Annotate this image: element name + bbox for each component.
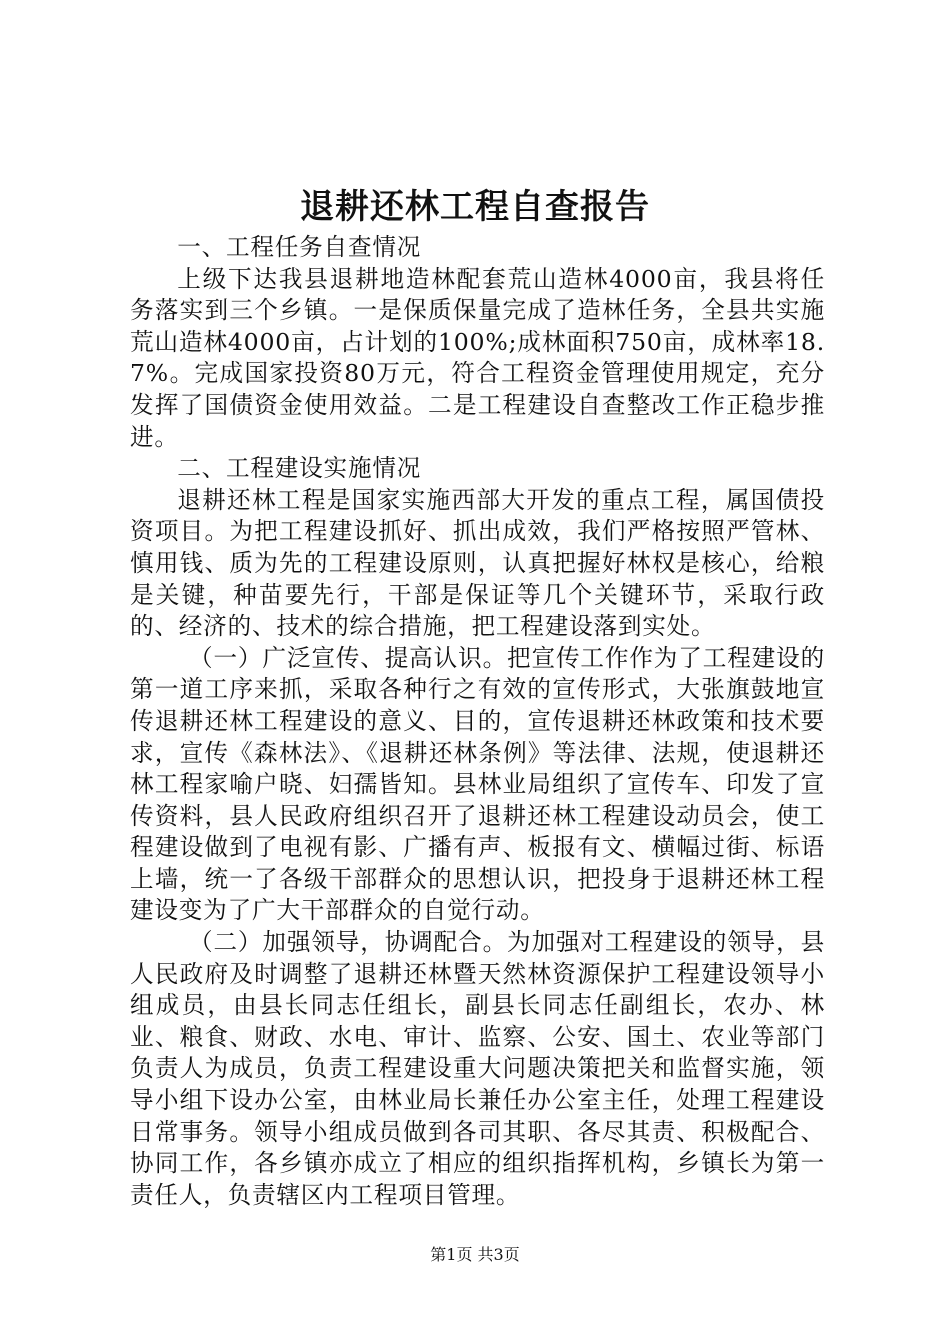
document-body: [130, 232, 825, 1211]
paragraph-leadership: （二）加强领导，协调配合。为加强对工程建设的领导，县人民政府及时调整了退耕还林暨天然林资源保护工程建设领导小组成员，由县长同志任组长，副县长同志任副组长，农办、林业、粮食、财政、水电、审计、监察、公安、国土、农业等部门负责人为成员，负责工程建设重大问题决策把关和监督实施，领导小组下设办公室，由林业局长兼任办公室主任，处理工程建设日常事务。领导小组成员做到各司其职、各尽其责、积极配合、协同工作，各乡镇亦成立了相应的组织指挥机构，乡镇长为第一责任人，负责辖区内工程项目管理。: [130, 928, 825, 1209]
page-number-footer: 第1页 共3页: [430, 1245, 520, 1264]
paragraph-implementation: 退耕还林工程是国家实施西部大开发的重点工程，属国债投资项目。为把工程建设抓好、抓出成效，我们严格按照严管林、慎用钱、质为先的工程建设原则，认真把握好林权是核心，给粮是关键，种苗要先行，干部是保证等几个关键环节，采取行政的、经济的、技术的综合措施，把工程建设落到实处。: [130, 485, 825, 641]
paragraph-publicity: （一）广泛宣传、提高认识。把宣传工作作为了工程建设的第一道工序来抓，采取各种行之有效的宣传形式，大张旗鼓地宣传退耕还林工程建设的意义、目的，宣传退耕还林政策和技术要求，宣传《森林法》、《退耕还林条例》等法律、法规，使退耕还林工程家喻户晓、妇孺皆知。县林业局组织了宣传车、印发了宣传资料，县人民政府组织召开了退耕还林工程建设动员会，使工程建设做到了电视有影、广播有声、板报有文、横幅过街、标语上墙，统一了各级干部群众的思想认识，把投身于退耕还林工程建设变为了广大干部群众的自觉行动。: [130, 643, 825, 925]
section-heading-1: 一、工程任务自查情况: [177, 233, 422, 261]
paragraph-task-review: 上级下达我县退耕地造林配套荒山造林4000亩，我县将任务落实到三个乡镇。一是保质保量完成了造林任务，全县共实施荒山造林4000亩，占计划的100%;成林面积750亩，成林率18.7%。完成国家投资80万元，符合工程资金管理使用规定，充分发挥了国债资金使用效益。二是工程建设自查整改工作正稳步推进。: [130, 264, 825, 451]
section-heading-2: 二、工程建设实施情况: [177, 454, 422, 483]
document-title: 退耕还林工程自查报告: [300, 187, 650, 227]
